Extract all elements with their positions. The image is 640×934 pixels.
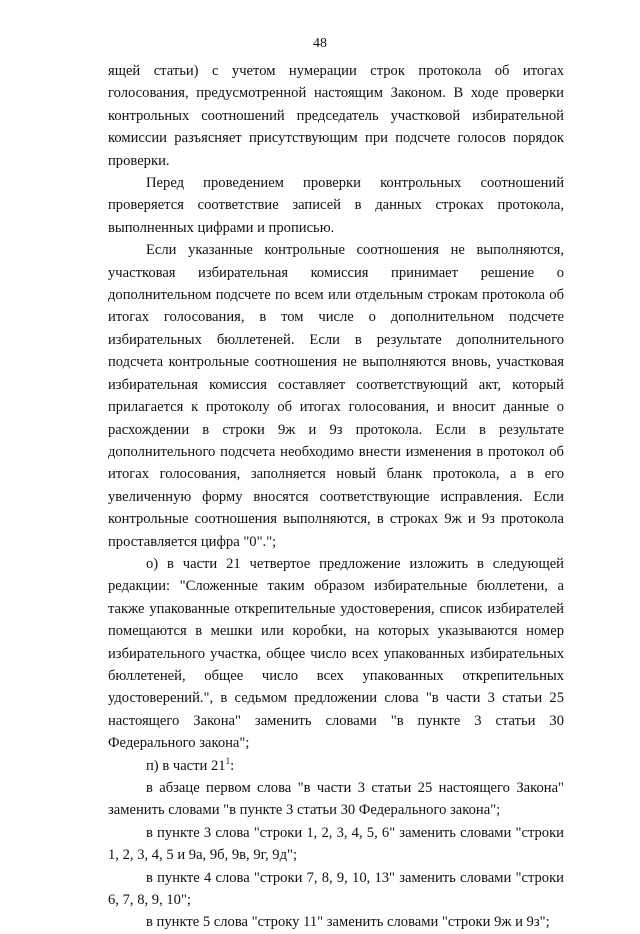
paragraph-check-digits: Перед проведением проверки контрольных соотношений проверяется соответствие записей в данных строках протокола, выполненных цифрами и прописью. bbox=[108, 175, 564, 236]
paragraph-control-ratios: Если указанные контрольные соотношения не выполняются, участковая избирательная комиссия принимает решение о дополнительном подсчете по всем или отдельным строкам протокола об итогах голосования, в том числе о дополнительном подсчете избирательных бюллетеней. Если в результате дополнительного подсчета контрольные соотношения не выполняются вновь, участковая избирательная комиссия составляет соответствующий акт, который прилагается к протоколу об итогах голосования, и вносит данные о расхождении в строки 9ж и 9з протокола. Если в результате дополнительного подсчета необходимо внести изменения в протокол об итогах голосования, заполняется новый бланк протокола, а в его увеличенную форму вносятся соответствующие исправления. Если контрольные соотношения выполняются, в строках 9ж и 9з протокола проставляется цифра "0"."; bbox=[108, 242, 564, 550]
page-number: 48 bbox=[313, 36, 327, 51]
paragraph-abzac-first: в абзаце первом слова "в части 3 статьи 25 настоящего Закона" заменить словами "в пункте 3 статьи 30 Федерального закона"; bbox=[108, 780, 564, 819]
paragraph-punkt-5: в пункте 5 слова "строку 11" заменить словами "строки 9ж и 9з"; bbox=[146, 914, 550, 931]
item-p-superscript: 1 bbox=[225, 755, 231, 766]
item-p-text: п) в части 21 bbox=[146, 757, 226, 774]
item-p-colon: : bbox=[230, 757, 235, 774]
paragraph-punkt-3: в пункте 3 слова "строки 1, 2, 3, 4, 5, 6" заменить словами "строки 1, 2, 3, 4, 5 и 9а, 9б, 9в, 9г, 9д"; bbox=[108, 824, 564, 864]
document-body bbox=[108, 60, 564, 934]
paragraph-item-p bbox=[108, 755, 564, 777]
paragraph-punkt-4: в пункте 4 слова "строки 7, 8, 9, 10, 13" заменить словами "строки 6, 7, 8, 9, 10"; bbox=[108, 869, 564, 909]
paragraph-continuation: ящей статьи) с учетом нумерации строк протокола об итогах голосования, предусмотренной настоящим Законом. В ходе проверки контрольных соотношений председатель участковой избирательной комиссии разъясняет присутствующим при подсчете голосов порядок проверки. bbox=[108, 63, 564, 169]
paragraph-item-o: о) в части 21 четвертое предложение изложить в следующей редакции: "Сложенные таким образом избирательные бюллетени, а также упакованные открепительные удостоверения, список избирателей помещаются в мешки или коробки, на которых указываются номер избирательного участка, общее число всех упакованных избирательных бюллетеней, общее число всех упакованных открепительных удостоверений.", в седьмом предложении слова "в части 3 статьи 25 настоящего Закона" заменить словами "в пункте 3 статьи 30 Федерального закона"; bbox=[108, 555, 564, 752]
